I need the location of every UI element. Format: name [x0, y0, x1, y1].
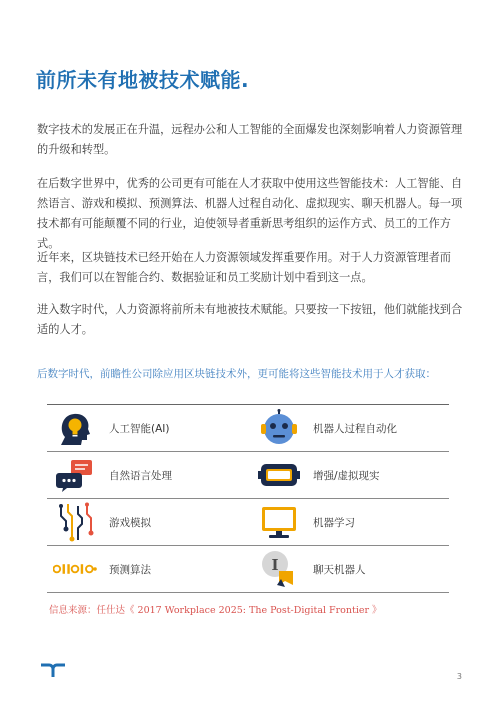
tech-label: 预测算法 [109, 563, 151, 576]
tech-row [47, 499, 449, 546]
paragraph-blockchain: 近年来，区块链技术已经开始在人力资源领域发挥重要作用。对于人力资源管理者而言，我们可以在智能合约、数据验证和员工奖励计划中看到这一点。 [37, 251, 451, 284]
svg-text:I: I [271, 556, 279, 574]
page-title: 前所未有地被技术赋能. [36, 68, 250, 92]
tech-row [47, 405, 449, 452]
highlight-text: 后数字时代，前瞻性公司除应用区块链技术外，更可能将这些智能技术用于人才获取： [37, 368, 436, 380]
tech-item [47, 546, 245, 592]
tech-label: 机器学习 [313, 516, 355, 529]
tech-label: 游戏模拟 [109, 516, 151, 529]
source-note: 信息来源：任仕达《 2017 Workplace 2025: The Post-Digital Frontier 》 [49, 605, 382, 616]
monitor-icon [257, 502, 301, 542]
tech-label: 人工智能(AI) [109, 422, 170, 435]
tech-item [47, 499, 245, 545]
tech-label: 机器人过程自动化 [313, 422, 397, 435]
page-number: 3 [456, 672, 462, 681]
tech-label: 增强/虚拟现实 [313, 469, 380, 482]
tech-row [47, 452, 449, 499]
ai-head-icon [53, 408, 97, 448]
tech-item [245, 405, 449, 451]
tech-row [47, 546, 449, 593]
tech-grid [47, 404, 449, 593]
tech-item [245, 499, 449, 545]
binary-code-icon [53, 549, 97, 589]
tech-item [245, 452, 449, 498]
paragraph-post-digital: 在后数字世界中，优秀的公司更有可能在人才获取中使用这些智能技术：人工智能、自然语言、游戏和模拟、预测算法、机器人过程自动化、虚拟现实、聊天机器人。每一项技术都有可能颠覆不同的行业，迫使领导者重新思考组织的运作方式、员工的工作方式。 [37, 177, 463, 250]
robot-face-icon [257, 408, 301, 448]
company-logo-icon [40, 662, 66, 682]
game-circuit-icon [53, 502, 97, 542]
tech-item [47, 405, 245, 451]
tech-item [245, 546, 449, 592]
paragraph-intro: 数字技术的发展正在升温，远程办公和人工智能的全面爆发也深刻影响着人力资源管理的升级和转型。 [37, 123, 463, 156]
paragraph-empowered: 进入数字时代，人力资源将前所未有地被技术赋能。只要按一下按钮，他们就能找到合适的人才。 [37, 303, 463, 336]
tech-label: 自然语言处理 [109, 469, 172, 482]
chatbot-icon [257, 549, 301, 589]
tech-label: 聊天机器人 [313, 563, 366, 576]
vr-headset-icon [257, 455, 301, 495]
tech-item [47, 452, 245, 498]
chat-bubbles-icon [53, 455, 97, 495]
